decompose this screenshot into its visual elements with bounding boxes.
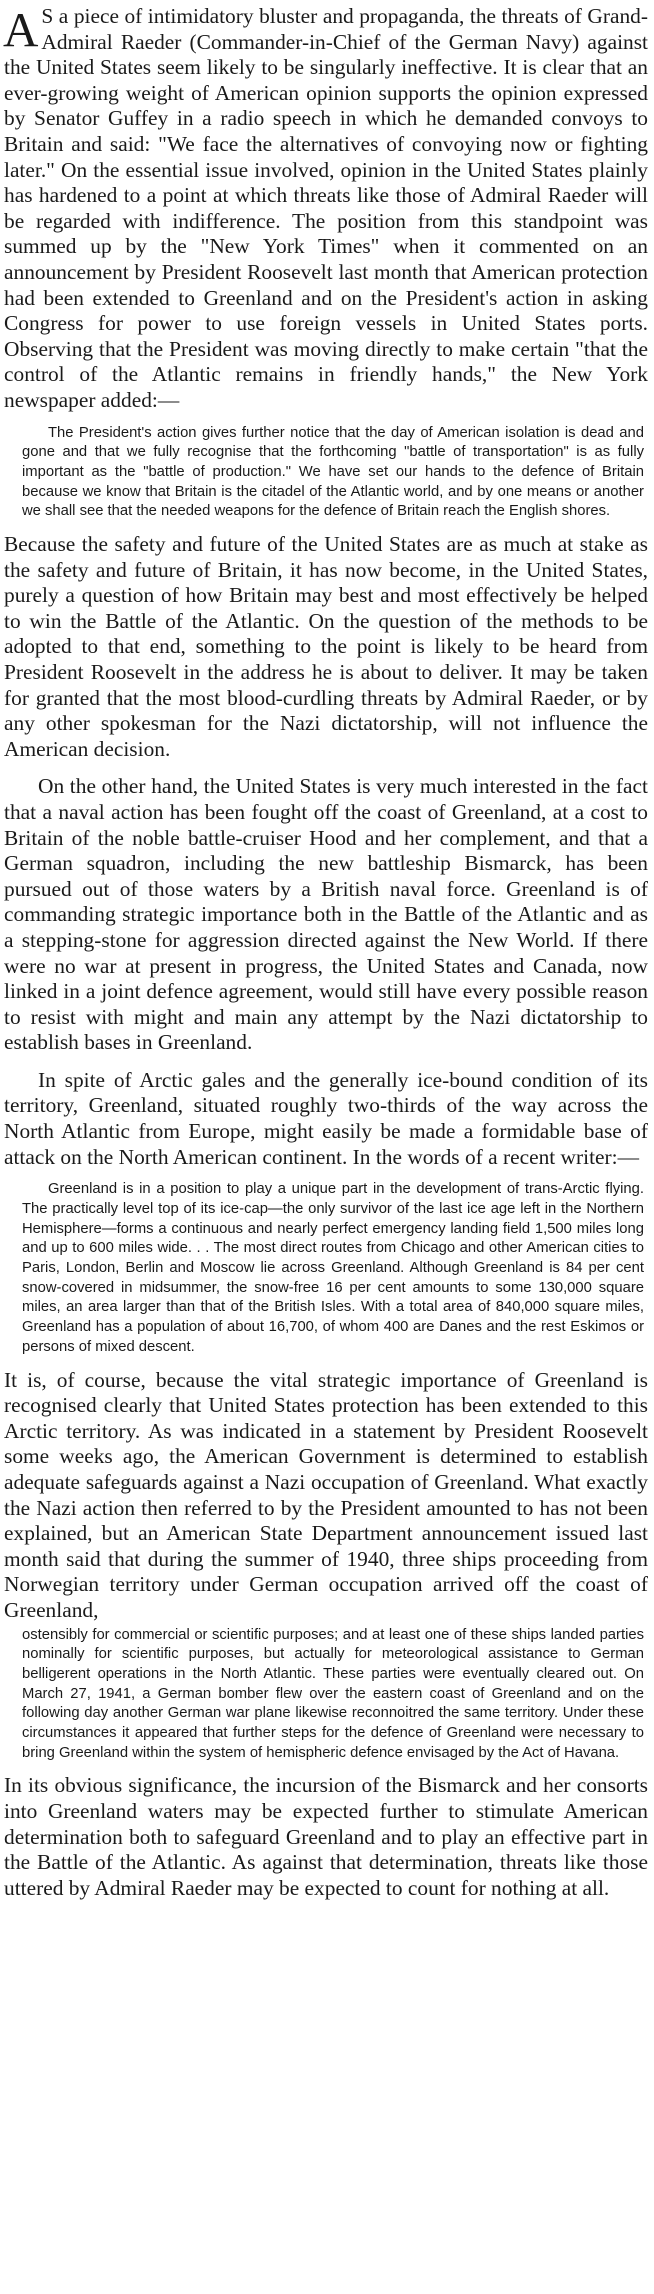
paragraph-arctic-gales: In spite of Arctic gales and the generally ice-bound condition of its territory, Greenland, situated roughly two-thirds of the way across the North Atlantic from Europe, might easily be made a formidable base of attack on the North American continent. In the words of a recent writer:— xyxy=(4,1067,648,1169)
block-quote-state-department: ostensibly for commercial or scientific purposes; and at least one of these ships landed parties nominally for scientific purposes, but actually for meteorological assistance to German belligerent operations in the North Atlantic. These parties were eventually cleared out. On March 27, 1941, a German bomber flew over the eastern coast of Greenland and on the following day another German war plane likewise reconnoitred the same territory. Under these circumstances it appeared that further steps for the defence of Greenland were necessary to bring Greenland within the system of hemispheric defence envisaged by the Act of Havana. xyxy=(22,1626,644,1761)
closing-paragraph: In its obvious significance, the incursion of the Bismarck and her consorts into Greenland waters may be expected further to stimulate American determination both to safeguard Greenland and to play an effective part in the Battle of the Atlantic. As against that determination, threats like those uttered by Admiral Raeder may be expected to count for nothing at all. xyxy=(4,1773,648,1900)
opening-paragraph xyxy=(4,4,648,414)
block-quote-recent-writer: Greenland is in a position to play a unique part in the development of trans-Arctic flying. The practically level top of its ice-cap—the only survivor of the last ice age left in the Northern Hemisphere—forms a continuous and nearly perfect emergency landing field 1,500 miles long and up to 600 miles wide. . . The most direct routes from Chicago and other American cities to Paris, London, Berlin and Moscow lie across Greenland. Although Greenland is 84 per cent snow-covered in midsummer, the snow-free 16 per cent amounts to some 130,000 square miles, an area larger than that of the British Isles. With a total area of 840,000 square miles, Greenland has a population of about 16,700, of whom 400 are Danes and the rest Eskimos or persons of mixed descent. xyxy=(22,1181,644,1355)
paragraph-safety-and-future: Because the safety and future of the United States are as much at stake as the safety and future of Britain, it has now become, in the United States, purely a question of how Britain may best and most effectively be helped to win the Battle of the Atlantic. On the question of the methods to be adopted to that end, something to the point is likely to be heard from President Roosevelt in the address he is about to deliver. It may be taken for granted that the most blood-curdling threats by Admiral Raeder, or by any other spokesman for the Nazi dictatorship, will not influence the American decision. xyxy=(4,532,648,761)
paragraph-naval-action: On the other hand, the United States is very much interested in the fact that a naval action has been fought off the coast of Greenland, at a cost to Britain of the noble battle-cruiser Hood and her complement, and that a German squadron, including the new battleship Bismarck, has been pursued out of those waters by a British naval force. Greenland is of commanding strategic importance both in the Battle of the Atlantic and as a stepping-stone for aggression directed against the New World. If there were no war at present in progress, the United States and Canada, now linked in a joint defence agreement, would still have every possible reason to resist with might and main any attempt by the Nazi dictatorship to establish bases in Greenland. xyxy=(4,774,648,1055)
opening-paragraph-text: S a piece of intimidatory bluster and propaganda, the threats of Grand-Admiral Raeder (Commander-in-Chief of the German Navy) against the United States seem likely to be singularly ineffective. It is clear that an ever-growing weight of American opinion supports the opinion expressed by Senator Guffey in a radio speech in which he demanded convoys to Britain and said: "We face the alternatives of convoying now or fighting later." On the essential issue involved, opinion in the United States plainly has hardened to a point at which threats like those of Admiral Raeder will be regarded with indifference. The position from this standpoint was summed up by the "New York Times" when it commented on an announcement by President Roosevelt last month that American protection had been extended to Greenland and on the President's action in asking Congress for power to use foreign vessels in United States ports. Observing that the President was moving directly to make certain "that the control of the Atlantic remains in friendly hands," the New York newspaper added:— xyxy=(4,4,648,412)
block-quote-new-york-times: The President's action gives further notice that the day of American isolation is dead and gone and that we fully recognise that the forthcoming "battle of transportation" is as fully important as the "battle of production." We have set our hands to the defence of Britain because we know that Britain is the citadel of the Atlantic world, and by one means or another we shall see that the needed weapons for the defence of Britain reach the English shores. xyxy=(22,424,644,520)
paragraph-strategic-importance: It is, of course, because the vital strategic importance of Greenland is recognised clearly that United States protection has been extended to this Arctic territory. As was indicated in a statement by President Roosevelt some weeks ago, the American Government is determined to establish adequate safeguards against a Nazi occupation of Greenland. What exactly the Nazi action then referred to by the President amounted to has not been explained, but an American State Department announcement issued last month said that during the summer of 1940, three ships proceeding from Norwegian territory under German occupation arrived off the coast of Greenland, xyxy=(4,1367,648,1622)
drop-cap: A xyxy=(3,2,39,57)
